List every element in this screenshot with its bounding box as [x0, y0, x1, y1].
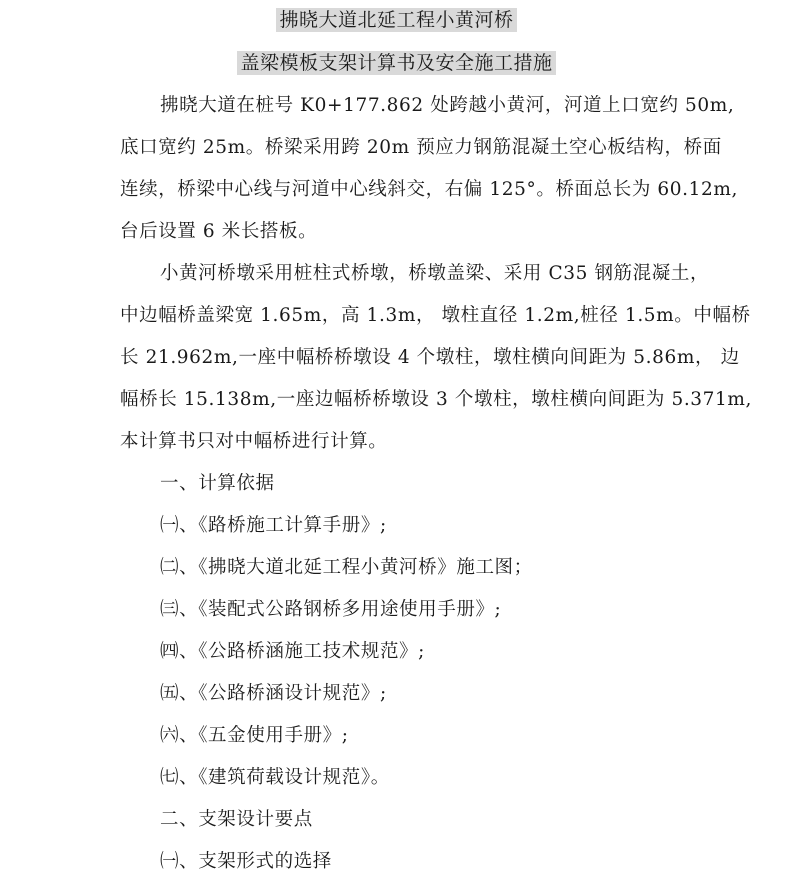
- paragraph-1-line: 台后设置 6 米长搭板。: [120, 221, 318, 242]
- reference-item: ㈡、《拂晓大道北延工程小黄河桥》施工图；: [160, 557, 533, 578]
- paragraph-2-line: 长 21.962m,一座中幅桥桥墩设 4 个墩柱，墩柱横向间距为 5.86m， 边: [120, 347, 740, 368]
- paragraph-1-line: 底口宽约 25m。桥梁采用跨 20m 预应力钢筋混凝土空心板结构，桥面: [120, 137, 722, 158]
- reference-item: ㈥、《五金使用手册》;: [160, 725, 349, 746]
- paragraph-2-line: 小黄河桥墩采用桩柱式桥墩，桥墩盖梁、采用 C35 钢筋混凝土，: [160, 263, 710, 284]
- paragraph-2-line: 本计算书只对中幅桥进行计算。: [120, 431, 388, 452]
- reference-item: ㈦、《建筑荷载设计规范》。: [160, 767, 390, 788]
- paragraph-1-line: 连续，桥梁中心线与河道中心线斜交，右偏 125°。桥面总长为 60.12m,: [120, 179, 739, 200]
- reference-item: ㈣、《公路桥涵施工技术规范》;: [160, 641, 425, 662]
- paragraph-2-line: 幅桥长 15.138m,一座边幅桥桥墩设 3 个墩柱，墩柱横向间距为 5.371m,: [120, 389, 753, 410]
- section-heading: 一、计算依据: [160, 473, 275, 494]
- document-title-line-2: [0, 50, 793, 76]
- paragraph-2-line: 中边幅桥盖梁宽 1.65m，高 1.3m， 墩柱直径 1.2m,桩径 1.5m。中幅桥: [120, 305, 751, 326]
- reference-item: ㈢、《装配式公路钢桥多用途使用手册》;: [160, 599, 502, 620]
- paragraph-1-line: 拂晓大道在桩号 K0+177.862 处跨越小黄河，河道上口宽约 50m,: [160, 95, 735, 116]
- document-title-line-1: [0, 7, 793, 33]
- reference-item: ㈠、《路桥施工计算手册》;: [160, 515, 387, 536]
- subsection-heading: ㈠、支架形式的选择: [160, 851, 332, 872]
- title-text-1: 拂晓大道北延工程小黄河桥: [276, 8, 516, 32]
- section-heading: 二、支架设计要点: [160, 809, 313, 830]
- reference-item: ㈤、《公路桥涵设计规范》;: [160, 683, 387, 704]
- title-text-2: 盖梁模板支架计算书及安全施工措施: [237, 51, 555, 75]
